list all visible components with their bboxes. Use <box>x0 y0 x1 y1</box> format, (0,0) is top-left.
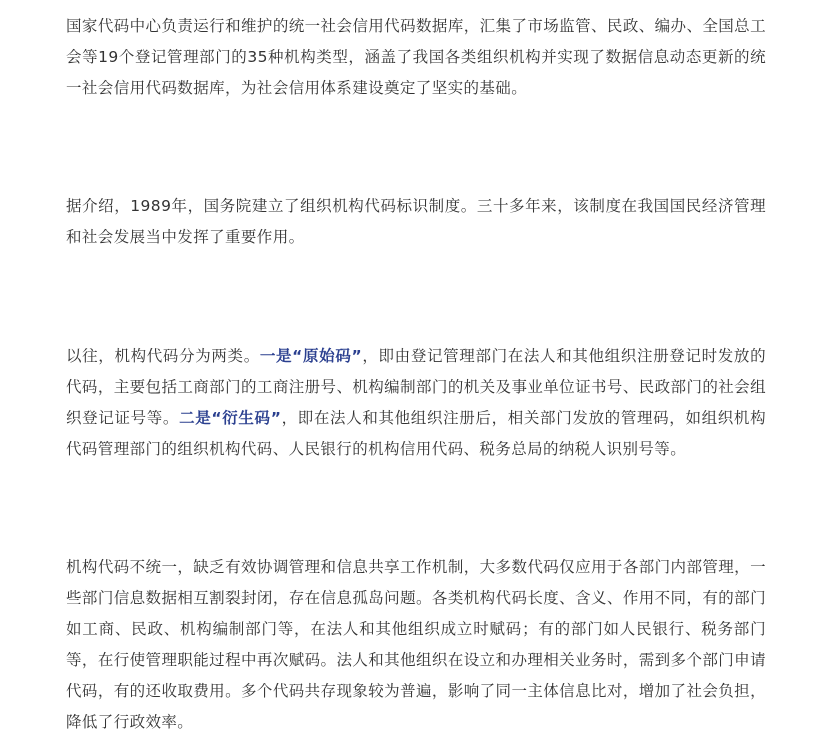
paragraph-code-database: 国家代码中心负责运行和维护的统一社会信用代码数据库，汇集了市场监管、民政、编办、全国总工会等19个登记管理部门的35种机构类型，涵盖了我国各类组织机构并实现了数据信息动态更新的统一社会信用代码数据库，为社会信用体系建设奠定了坚实的基础。 <box>66 17 766 97</box>
paragraph-code-system-history: 据介绍，1989年，国务院建立了组织机构代码标识制度。三十多年来，该制度在我国国民经济管理和社会发展当中发挥了重要作用。 <box>66 197 766 246</box>
paragraph-code-problems: 机构代码不统一，缺乏有效协调管理和信息共享工作机制，大多数代码仅应用于各部门内部管理，一些部门信息数据相互割裂封闭，存在信息孤岛问题。各类机构代码长度、含义、作用不同，有的部门如工商、民政、机构编制部门等，在法人和其他组织成立时赋码；有的部门如人民银行、税务部门等，在行使管理职能过程中再次赋码。法人和其他组织在设立和办理相关业务时，需到多个部门申请代码，有的还收取费用。多个代码共存现象较为普遍，影响了同一主体信息比对，增加了社会负担，降低了行政效率。 <box>66 558 766 731</box>
highlight-derived-code: 二是“衍生码” <box>179 409 282 427</box>
code-types-intro: 以往，机构代码分为两类。 <box>66 347 260 365</box>
highlight-original-code: 一是“原始码” <box>259 347 363 365</box>
original-code-description: ，即由登记管理部门在法人和其他组织注册登记时发放的代码，主要包括工商部门的工商注册号、机构编制部门的机关及事业单位证书号、民政部门的社会组织登记证号等。 <box>66 347 766 427</box>
derived-code-description: ，即在法人和其他组织注册后，相关部门发放的管理码，如组织机构代码管理部门的组织机构代码、人民银行的机构信用代码、税务总局的纳税人识别号等。 <box>66 409 766 458</box>
paragraph-code-types <box>66 341 766 465</box>
article-body <box>66 11 766 738</box>
